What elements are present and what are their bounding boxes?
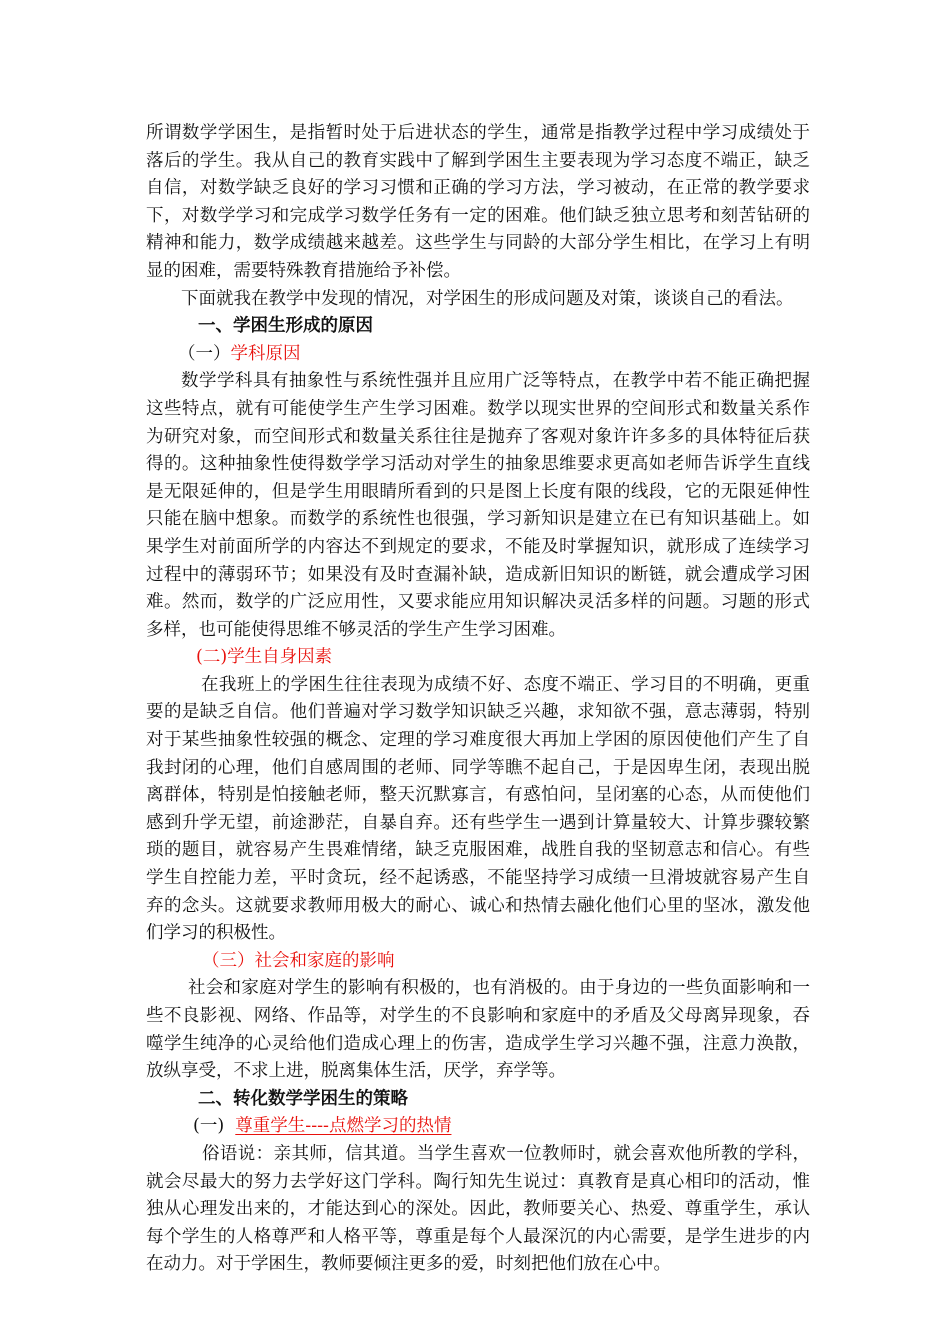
section-heading-causes: 一、学困生形成的原因 [198,316,373,337]
body-social-family: 社会和家庭对学生的影响有积极的，也有消极的。由于身边的一些负面影响和一些不良影视、网络、作品等，对学生的不良影响和家庭中的矛盾及父母离异现象，吞噬学生纯净的心灵给他们造成心理上的伤害，造成学生学习兴趣不强，注意力涣散，放纵享受，不求上进，脱离集体生活，厌学，弃学等。 [146,978,810,1082]
subheading-respect-students [146,1113,810,1141]
subheading-subject-cause [146,341,810,369]
subheading-prefix: （一） [178,343,231,364]
subheading-title: 尊重学生----点燃学习的热情 [235,1116,452,1137]
document-page [146,120,810,1279]
section-heading-strategies: 二、转化数学学困生的策略 [198,1088,408,1109]
body-respect-students: 俗语说：亲其师，信其道。当学生喜欢一位教师时，就会喜欢他所教的学科，就会尽最大的努力去学好这门学科。陶行知先生说过：真教育是真心相印的活动，惟独从心理发出来的，才能达到心的深处。因此，教师要关心、热爱、尊重学生，承认每个学生的人格尊严和人格平等，尊重是每个人最深沉的内心需要，是学生进步的内在动力。对于学困生，教师要倾注更多的爱，时刻把他们放在心中。 [146,1143,810,1275]
intro-paragraph: 所谓数学学困生，是指暂时处于后进状态的学生，通常是指教学过程中学习成绩处于落后的学生。我从自己的教育实践中了解到学困生主要表现为学习态度不端正，缺乏自信，对数学缺乏良好的学习习惯和正确的学习方法，学习被动，在正常的教学要求下，对数学学习和完成学习数学任务有一定的困难。他们缺乏独立思考和刻苦钻研的精神和能力，数学成绩越来越差。这些学生与同龄的大部分学生相比，在学习上有明显的困难，需要特殊教育措施给予补偿。 [146,123,810,281]
subheading-social-family: （三）社会和家庭的影响 [202,950,395,971]
body-student-factors: 在我班上的学困生往往表现为成绩不好、态度不端正、学习目的不明确，更重要的是缺乏自信。他们普遍对学习数学知识缺乏兴趣，求知欲不强，意志薄弱，特别对于某些抽象性较强的概念、定理的学习难度很大再加上学困的原因使他们产生了自我封闭的心理，他们自感周围的老师、同学等瞧不起自己，于是因卑生闭，表现出脱离群体，特别是怕接触老师，整天沉默寡言，有惑怕问，呈闭塞的心态，从而使他们感到升学无望，前途渺茫，自暴自弃。还有些学生一遇到计算量较大、计算步骤较繁琐的题目，就容易产生畏难情绪，缺乏克服困难，战胜自我的坚韧意志和信心。有些学生自控能力差，平时贪玩，经不起诱惑，不能坚持学习成绩一旦滑坡就容易产生自弃的念头。这就要求教师用极大的耐心、诚心和热情去融化他们心里的坚冰，激发他们学习的积极性。 [146,674,810,944]
subheading-student-factors: (二)学生自身因素 [196,647,333,668]
subheading-prefix: (一) [193,1116,225,1137]
intro-transition-paragraph: 下面就我在教学中发现的情况，对学困生的形成问题及对策，谈谈自己的看法。 [181,288,794,309]
subheading-title: 学科原因 [230,343,301,364]
body-subject-cause: 数学学科具有抽象性与系统性强并且应用广泛等特点，在教学中若不能正确把握这些特点，就有可能使学生产生学习困难。数学以现实世界的空间形式和数量关系作为研究对象，而空间形式和数量关系往往是抛弃了客观对象许许多多的具体特征后获得的。这种抽象性使得数学学习活动对学生的抽象思维要求更高如老师告诉学生直线是无限延伸的，但是学生用眼睛所看到的只是图上长度有限的线段，它的无限延伸性只能在脑中想象。而数学的系统性也很强，学习新知识是建立在已有知识基础上。如果学生对前面所学的内容达不到规定的要求，不能及时掌握知识，就形成了连续学习过程中的薄弱环节；如果没有及时查漏补缺，造成新旧知识的断链，就会遭成学习困难。然而，数学的广泛应用性，又要求能应用知识解决灵活多样的问题。习题的形式多样，也可能使得思维不够灵活的学生产生学习困难。 [146,371,810,640]
